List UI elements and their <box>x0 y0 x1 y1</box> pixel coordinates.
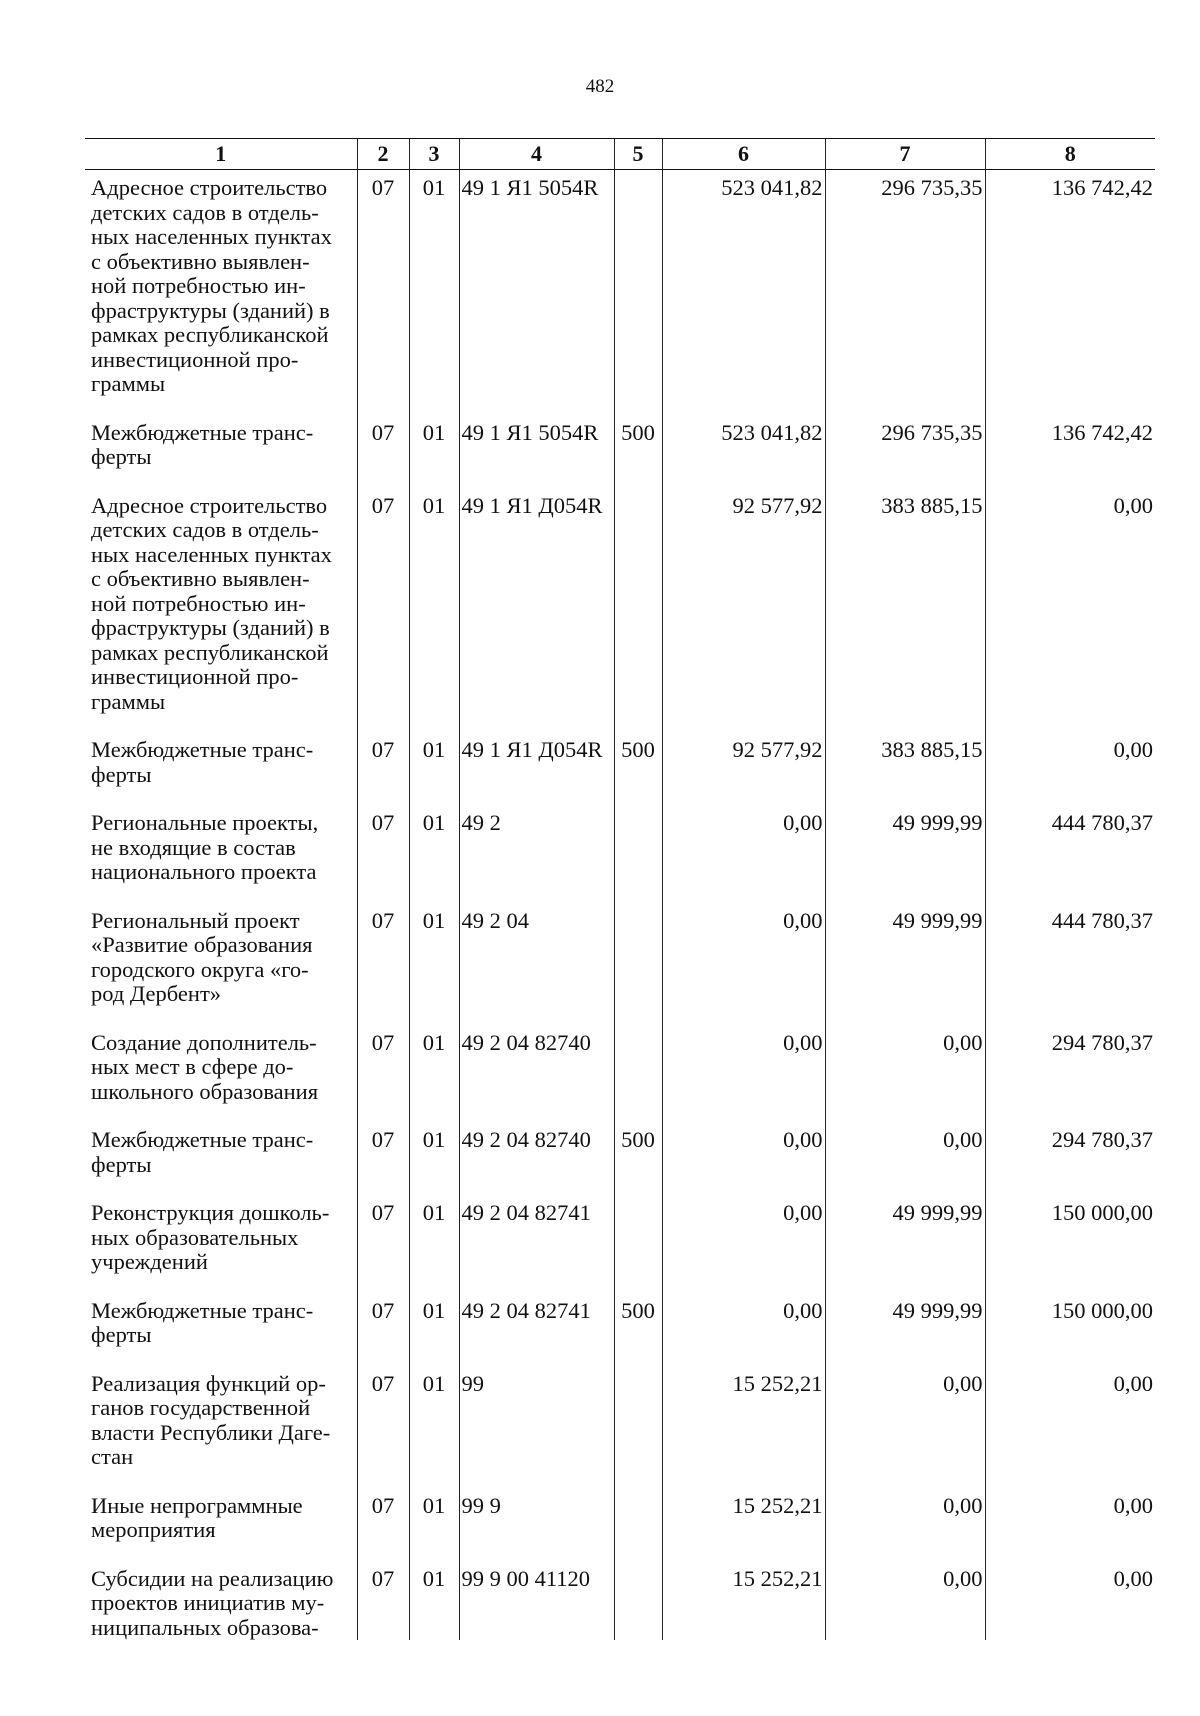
amount-col7-cell: 0,00 <box>825 1488 985 1561</box>
amount-col6-cell: 92 577,92 <box>662 732 825 805</box>
amount-col6-cell: 0,00 <box>662 1122 825 1195</box>
section-cell: 07 <box>357 415 409 488</box>
section-cell: 07 <box>357 805 409 903</box>
section-cell: 07 <box>357 170 409 415</box>
target-article-cell: 49 1 Я1 5054R <box>459 170 614 415</box>
expense-type-cell: 500 <box>614 1122 662 1195</box>
amount-col8-cell: 150 000,00 <box>985 1293 1155 1366</box>
target-article-cell: 49 2 04 82741 <box>459 1293 614 1366</box>
row-name-cell: Адресное строительство детских садов в отдель- ных населенных пунктах с объективно выявлен- ной потребностью ин- фраструктуры (зданий) в рамках республиканской инвестиционной про- граммы <box>91 175 332 396</box>
table-row <box>85 170 1155 415</box>
target-article-cell: 49 2 04 82740 <box>459 1122 614 1195</box>
column-header: 6 <box>662 139 825 170</box>
amount-col8-cell: 150 000,00 <box>985 1195 1155 1293</box>
amount-col7-cell: 49 999,99 <box>825 1195 985 1293</box>
subsection-cell: 01 <box>409 1122 459 1195</box>
table-row <box>85 415 1155 488</box>
table-row <box>85 1488 1155 1561</box>
amount-col6-cell: 0,00 <box>662 903 825 1025</box>
expense-type-cell: 500 <box>614 732 662 805</box>
subsection-cell: 01 <box>409 1488 459 1561</box>
target-article-cell: 49 1 Я1 Д054R <box>459 488 614 733</box>
target-article-cell: 49 2 04 82741 <box>459 1195 614 1293</box>
section-cell: 07 <box>357 1293 409 1366</box>
table-row <box>85 1366 1155 1488</box>
row-name-cell: Реализация функций ор- ганов государственной власти Республики Даге- стан <box>91 1370 331 1469</box>
amount-col6-cell: 15 252,21 <box>662 1488 825 1561</box>
row-name-cell: Межбюджетные транс- ферты <box>91 1127 314 1177</box>
section-cell: 07 <box>357 732 409 805</box>
subsection-cell: 01 <box>409 415 459 488</box>
expense-type-cell <box>614 805 662 903</box>
amount-col7-cell: 49 999,99 <box>825 805 985 903</box>
row-name-cell: Иные непрограммные мероприятия <box>91 1492 303 1542</box>
amount-col6-cell: 92 577,92 <box>662 488 825 733</box>
expense-type-cell <box>614 1366 662 1488</box>
expense-type-cell <box>614 903 662 1025</box>
amount-col8-cell: 0,00 <box>985 488 1155 733</box>
table-row <box>85 1122 1155 1195</box>
amount-col6-cell: 15 252,21 <box>662 1366 825 1488</box>
table-row <box>85 903 1155 1025</box>
row-name-cell: Адресное строительство детских садов в отдель- ных населенных пунктах с объективно выявлен- ной потребностью ин- фраструктуры (зданий) в рамках республиканской инвестиционной про- граммы <box>91 492 332 714</box>
amount-col8-cell: 0,00 <box>985 1366 1155 1488</box>
subsection-cell: 01 <box>409 170 459 415</box>
target-article-cell: 99 <box>459 1366 614 1488</box>
amount-col6-cell: 0,00 <box>662 1195 825 1293</box>
amount-col6-cell: 0,00 <box>662 1025 825 1123</box>
target-article-cell: 99 9 <box>459 1488 614 1561</box>
column-header: 4 <box>459 139 614 170</box>
row-name-cell: Субсидии на реализацию проектов инициатив му- ниципальных образова- <box>91 1565 334 1640</box>
section-cell: 07 <box>357 488 409 733</box>
table-row <box>85 1195 1155 1293</box>
target-article-cell: 49 2 04 <box>459 903 614 1025</box>
table-row <box>85 805 1155 903</box>
amount-col6-cell: 523 041,82 <box>662 415 825 488</box>
subsection-cell: 01 <box>409 1025 459 1123</box>
subsection-cell: 01 <box>409 805 459 903</box>
table-body <box>85 170 1155 1641</box>
column-header: 8 <box>985 139 1155 170</box>
row-name-cell: Создание дополнитель- ных мест в сфере до- школьного образования <box>91 1029 319 1104</box>
subsection-cell: 01 <box>409 488 459 733</box>
amount-col7-cell: 296 735,35 <box>825 170 985 415</box>
table-row <box>85 488 1155 733</box>
amount-col8-cell: 444 780,37 <box>985 805 1155 903</box>
expense-type-cell <box>614 170 662 415</box>
header-row <box>85 139 1155 170</box>
subsection-cell: 01 <box>409 1195 459 1293</box>
amount-col7-cell: 0,00 <box>825 1122 985 1195</box>
expense-type-cell <box>614 1025 662 1123</box>
amount-col7-cell: 0,00 <box>825 1366 985 1488</box>
expense-type-cell <box>614 1195 662 1293</box>
target-article-cell: 49 2 04 82740 <box>459 1025 614 1123</box>
subsection-cell: 01 <box>409 903 459 1025</box>
subsection-cell: 01 <box>409 732 459 805</box>
table-row <box>85 732 1155 805</box>
subsection-cell: 01 <box>409 1293 459 1366</box>
section-cell: 07 <box>357 1561 409 1641</box>
amount-col8-cell: 136 742,42 <box>985 170 1155 415</box>
amount-col7-cell: 49 999,99 <box>825 903 985 1025</box>
section-cell: 07 <box>357 1488 409 1561</box>
column-header: 2 <box>357 139 409 170</box>
amount-col8-cell: 294 780,37 <box>985 1122 1155 1195</box>
row-name-cell: Реконструкция дошколь- ных образовательных учреждений <box>91 1200 330 1274</box>
expense-type-cell <box>614 488 662 733</box>
page-number: 482 <box>585 76 615 97</box>
budget-table <box>85 138 1155 1640</box>
section-cell: 07 <box>357 1195 409 1293</box>
expense-type-cell: 500 <box>614 415 662 488</box>
section-cell: 07 <box>357 1025 409 1123</box>
amount-col6-cell: 15 252,21 <box>662 1561 825 1641</box>
row-name-cell: Межбюджетные транс- ферты <box>91 737 314 787</box>
amount-col7-cell: 49 999,99 <box>825 1293 985 1366</box>
column-header: 1 <box>85 139 357 170</box>
expense-type-cell <box>614 1561 662 1641</box>
amount-col7-cell: 0,00 <box>825 1561 985 1641</box>
amount-col7-cell: 0,00 <box>825 1025 985 1123</box>
amount-col8-cell: 136 742,42 <box>985 415 1155 488</box>
expense-type-cell <box>614 1488 662 1561</box>
target-article-cell: 49 1 Я1 Д054R <box>459 732 614 805</box>
row-name-cell: Региональные проекты, не входящие в состав национального проекта <box>91 810 319 884</box>
subsection-cell: 01 <box>409 1366 459 1488</box>
amount-col7-cell: 383 885,15 <box>825 488 985 733</box>
section-cell: 07 <box>357 1122 409 1195</box>
amount-col8-cell: 0,00 <box>985 732 1155 805</box>
table-row <box>85 1561 1155 1641</box>
row-name-cell: Региональный проект «Развитие образования городского округа «го- род Дербент» <box>91 907 313 1006</box>
target-article-cell: 49 2 <box>459 805 614 903</box>
amount-col6-cell: 0,00 <box>662 1293 825 1366</box>
subsection-cell: 01 <box>409 1561 459 1641</box>
table-row <box>85 1025 1155 1123</box>
section-cell: 07 <box>357 903 409 1025</box>
amount-col7-cell: 383 885,15 <box>825 732 985 805</box>
amount-col8-cell: 294 780,37 <box>985 1025 1155 1123</box>
column-header: 5 <box>614 139 662 170</box>
amount-col8-cell: 0,00 <box>985 1488 1155 1561</box>
row-name-cell: Межбюджетные транс- ферты <box>91 1297 314 1347</box>
section-cell: 07 <box>357 1366 409 1488</box>
amount-col6-cell: 523 041,82 <box>662 170 825 415</box>
target-article-cell: 49 1 Я1 5054R <box>459 415 614 488</box>
table-row <box>85 1293 1155 1366</box>
amount-col8-cell: 0,00 <box>985 1561 1155 1641</box>
column-header: 7 <box>825 139 985 170</box>
expense-type-cell: 500 <box>614 1293 662 1366</box>
amount-col6-cell: 0,00 <box>662 805 825 903</box>
amount-col8-cell: 444 780,37 <box>985 903 1155 1025</box>
row-name-cell: Межбюджетные транс- ферты <box>91 419 314 469</box>
target-article-cell: 99 9 00 41120 <box>459 1561 614 1641</box>
column-header: 3 <box>409 139 459 170</box>
amount-col7-cell: 296 735,35 <box>825 415 985 488</box>
